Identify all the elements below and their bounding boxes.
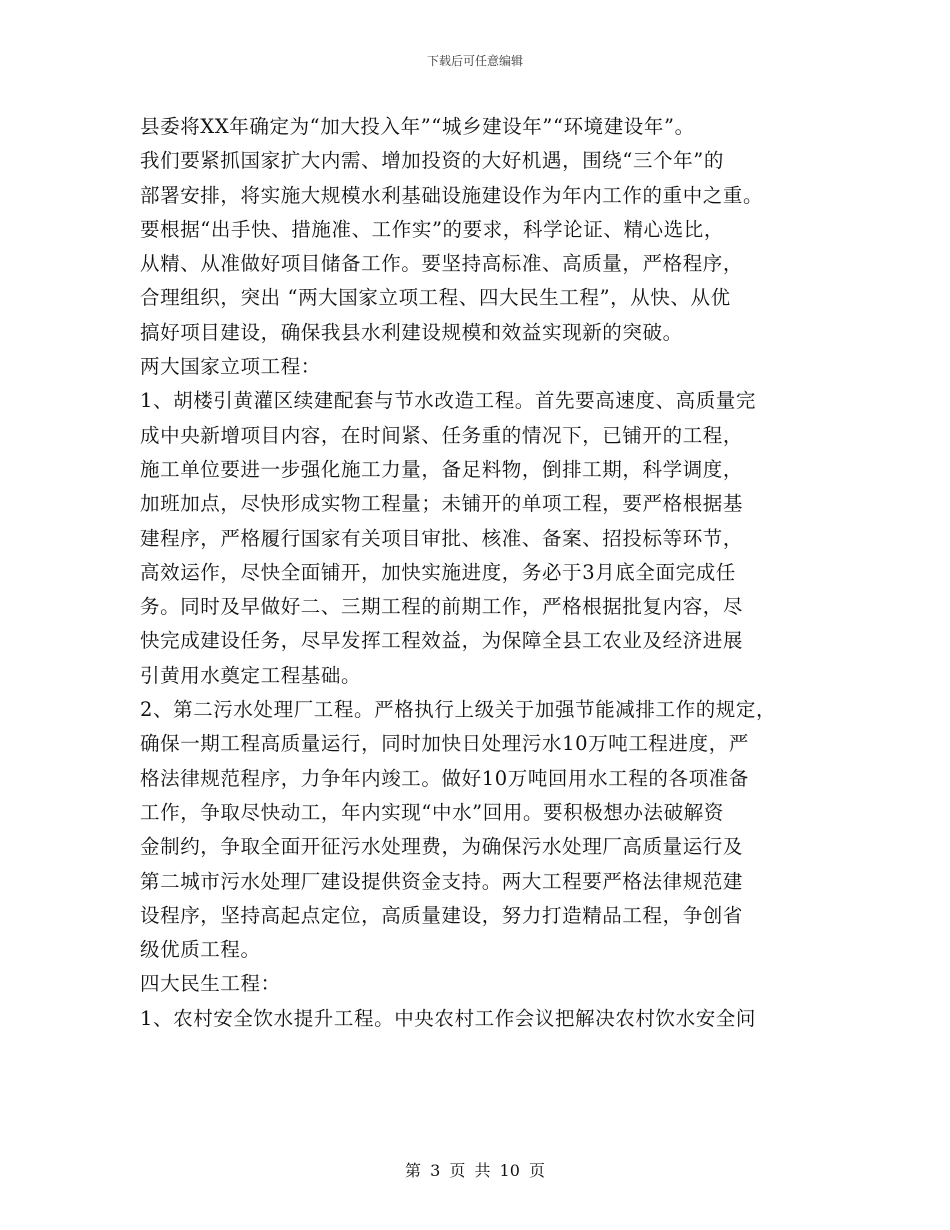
text-line: 搞好项目建设，确保我县水利建设规模和效益实现新的突破。	[140, 320, 683, 344]
text-line: 建程序，严格履行国家有关项目审批、核准、备案、招投标等环节，	[140, 526, 744, 550]
text-line: 从精、从准做好项目储备工作。要坚持高标准、高质量，严格程序，	[140, 252, 744, 276]
page-header: 下载后可任意编辑	[426, 54, 523, 68]
page-number: 第 3 页 共 10 页	[405, 1161, 545, 1180]
text-line: 1、胡楼引黄灌区续建配套与节水改造工程。首先要高速度、高质量完	[140, 389, 757, 413]
text-line: 加班加点，尽快形成实物工程量；未铺开的单项工程，要严格根据基	[140, 492, 744, 516]
text-line: 成中央新增项目内容，在时间紧、任务重的情况下，已铺开的工程，	[140, 423, 744, 447]
section-heading: 四大民生工程：	[140, 972, 281, 996]
text-line: 格法律规范程序，力争年内竣工。做好10万吨回用水工程的各项准备	[140, 766, 749, 790]
text-line: 快完成建设任务，尽早发挥工程效益，为保障全县工农业及经济进展	[140, 629, 744, 653]
text-line: 2、第二污水处理厂工程。严格执行上级关于加强节能减排工作的规定，	[140, 698, 777, 722]
text-line: 施工单位要进一步强化施工力量，备足料物，倒排工期，科学调度，	[140, 457, 744, 481]
text-line: 设程序，坚持高起点定位，高质量建设，努力打造精品工程，争创省	[140, 903, 744, 927]
text-line: 务。同时及早做好二、三期工程的前期工作，严格根据批复内容，尽	[140, 595, 744, 619]
document-body	[140, 110, 830, 1036]
text-line: 要根据“出手快、措施准、工作实”的要求，科学论证、精心选比，	[140, 217, 724, 241]
text-line: 引黄用水奠定工程基础。	[140, 663, 362, 687]
text-line: 金制约，争取全面开征污水处理费，为确保污水处理厂高质量运行及	[140, 835, 744, 859]
text-line: 高效运作，尽快全面铺开，加快实施进度，务必于3月底全面完成任	[140, 560, 736, 584]
text-line: 1、农村安全饮水提升工程。中央农村工作会议把解决农村饮水安全问	[140, 1006, 757, 1030]
text-line: 确保一期工程高质量运行，同时加快日处理污水10万吨工程进度，严	[140, 732, 749, 756]
text-line: 我们要紧抓国家扩大内需、增加投资的大好机遇，围绕“三个年”的	[140, 149, 724, 173]
section-heading: 两大国家立项工程：	[140, 355, 321, 379]
text-line: 合理组织，突出 “两大国家立项工程、四大民生工程”，从快、从优	[140, 286, 731, 310]
text-line: 第二城市污水处理厂建设提供资金支持。两大工程要严格法律规范建	[140, 869, 744, 893]
text-line: 级优质工程。	[140, 938, 261, 962]
text-line: 工作，争取尽快动工，年内实现“中水”回用。要积极想办法破解资	[140, 800, 724, 824]
text-line: 部署安排，将实施大规模水利基础设施建设作为年内工作的重中之重。	[140, 183, 764, 207]
text-line: 县委将XX年确定为“加大投入年”“城乡建设年”“环境建设年”。	[140, 115, 695, 138]
